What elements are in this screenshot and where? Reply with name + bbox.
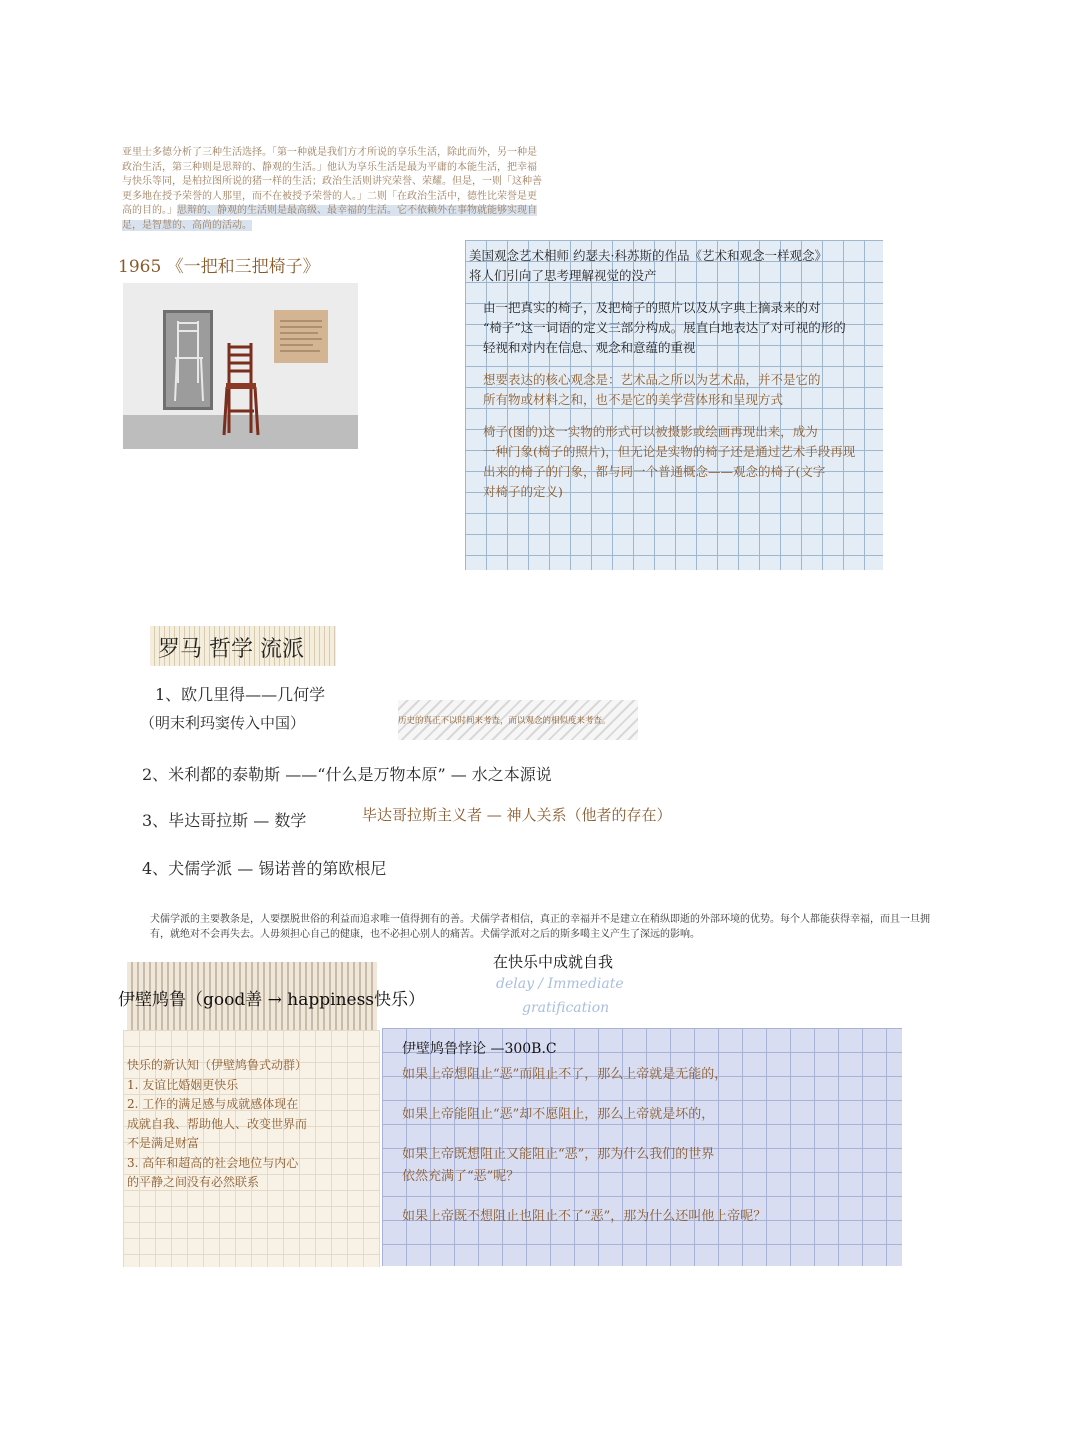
- cynic-paragraph: 犬儒学派的主要教条是，人要摆脱世俗的利益而追求唯一值得拥有的善。犬儒学者相信，真正的幸福并不是建立在稍纵即逝的外部环境的优势。每个人都能获得幸福，而且一旦拥有，就绝对不会再失去。人毋须担心自己的健康，也不必担心别人的痛苦。犬儒学派对之后的斯多噶主义产生了深远的影响。: [150, 914, 930, 940]
- note-line: 成就自我、帮助他人、改变世界而: [127, 1116, 308, 1131]
- paradox-line: 如果上帝既想阻止又能阻止“恶”，那为什么我们的世界: [402, 1147, 715, 1162]
- highlighted-text: 思辩的、静观的生活则是最高级、最幸福的生活。它不依赖外在事物就能够实现自: [177, 205, 537, 216]
- paragraph-line: 政治生活，第三种则是思辩的、静观的生活。」他认为享乐生活是最为平庸的本能生活，把幸福: [122, 161, 537, 173]
- paradox-line: 如果上帝既不想阻止也阻止不了“恶”，那为什么还叫他上帝呢？: [402, 1209, 767, 1224]
- note-line: 轻视和对内在信息、观念和意蕴的重视: [483, 340, 696, 355]
- paragraph-line: [122, 219, 592, 234]
- delay-subtitle-1: delay / Immediate: [496, 976, 624, 992]
- delay-subtitle-2: gratification: [522, 1000, 610, 1016]
- note-line: 1. 友谊比婚姻更快乐: [127, 1077, 239, 1092]
- aristotle-paragraph: [122, 146, 592, 233]
- happiness-note-card: [123, 1030, 380, 1267]
- note-line: 出来的椅子的门象，都与同一个普通概念——观念的椅子(文字: [483, 464, 826, 479]
- note-line: 不是满足财富: [127, 1136, 200, 1150]
- paragraph-line: 亚里士多德分析了三种生活选择。「第一种就是我们方才所说的享乐生活，除此而外，另一种是: [122, 147, 537, 158]
- delay-title: 在快乐中成就自我: [493, 953, 614, 971]
- artwork-caption: 1965 《一把和三把椅子》: [118, 257, 320, 277]
- note-line: 由一把真实的椅子，及把椅子的照片以及从字典上摘录来的对: [483, 300, 821, 315]
- note-line: 的平静之间没有必然联系: [127, 1175, 260, 1189]
- note-line: 想要表达的核心观念是：艺术品之所以为艺术品，并不是它的: [483, 372, 821, 387]
- note-line: 对椅子的定义): [483, 484, 563, 499]
- note-line: 3. 高年和超高的社会地位与内心: [127, 1155, 299, 1170]
- quote-sticker-text: 历史的真正不以时间来考查，而以观念的相似度来考查。: [398, 716, 611, 726]
- note-line: 美国观念艺术相师 约瑟夫·科苏斯的作品《艺术和观念一样观念》: [469, 248, 827, 263]
- paragraph-line: 与快乐等同，是柏拉图所说的猪一样的生活；政治生活则讲究荣誉、荣耀。但是，一则「这种善: [122, 176, 542, 187]
- philosophy-item-1-sub: （明末利玛窦传入中国）: [140, 714, 306, 732]
- paradox-title: 伊壁鸠鲁悖论 —300B.C: [402, 1041, 557, 1057]
- philosophy-item-4: 4、犬儒学派 — 锡诺普的第欧根尼: [142, 859, 387, 878]
- highlighted-text: 足，是智慧的、高尚的活动。: [122, 219, 252, 231]
- paragraph-line: 更多地在授予荣誉的人那里，而不在被授予荣誉的人。」二则「在政治生活中，德性比荣誉是更: [122, 190, 537, 202]
- note-line: 所有物或材料之和，也不是它的美学营体形和呈现方式: [483, 392, 784, 407]
- artwork-photo: [123, 283, 358, 449]
- paradox-line: 依然充满了“恶”呢？: [402, 1169, 520, 1184]
- chair-artwork-illustration: [123, 283, 358, 449]
- paradox-line: 如果上帝想阻止“恶”而阻止不了，那么上帝就是无能的，: [402, 1067, 728, 1082]
- paragraph-line: 高的目的。」思辩的、静观的生活则是最高级、最幸福的生活。它不依赖外在事物就能够实现自: [122, 205, 537, 216]
- note-line: 2. 工作的满足感与成就感体现在: [127, 1097, 299, 1111]
- philosophy-item-3: 3、毕达哥拉斯 — 数学: [142, 811, 307, 830]
- philosophy-item-1: 1、欧几里得——几何学: [155, 685, 326, 704]
- concept-note-card: [465, 240, 883, 570]
- note-paragraph: [469, 422, 881, 502]
- philosophy-item-3-note: 毕达哥拉斯主义者 — 神人关系（他者的存在）: [362, 806, 672, 824]
- note-line: “椅子”这一词语的定义三部分构成。展直白地表达了对可视的形的: [483, 320, 846, 335]
- philosophy-item-2: 2、米利都的泰勒斯 ——“什么是万物本原” — 水之本源说: [142, 765, 552, 784]
- note-line: 快乐的新认知（伊壁鸠鲁式动群）: [127, 1058, 308, 1072]
- paradox-line: 如果上帝能阻止“恶”却不愿阻止，那么上帝就是坏的，: [402, 1107, 715, 1122]
- note-paragraph: [469, 370, 881, 410]
- note-line: 椅子(图的)这一实物的形式可以被摄影或绘画再现出来，成为: [483, 424, 818, 439]
- paradox-note-card: [382, 1028, 902, 1266]
- section-title: 罗马 哲学 流派: [158, 637, 304, 662]
- note-paragraph: [469, 298, 881, 358]
- epicurus-title: 伊壁鸠鲁（good善 → happiness快乐）: [118, 990, 426, 1010]
- note-line: 将人们引向了思考理解视觉的没产: [469, 268, 657, 283]
- note-line: 一种门象(椅子的照片)，但无论是实物的椅子还是通过艺术手段再现: [483, 444, 856, 459]
